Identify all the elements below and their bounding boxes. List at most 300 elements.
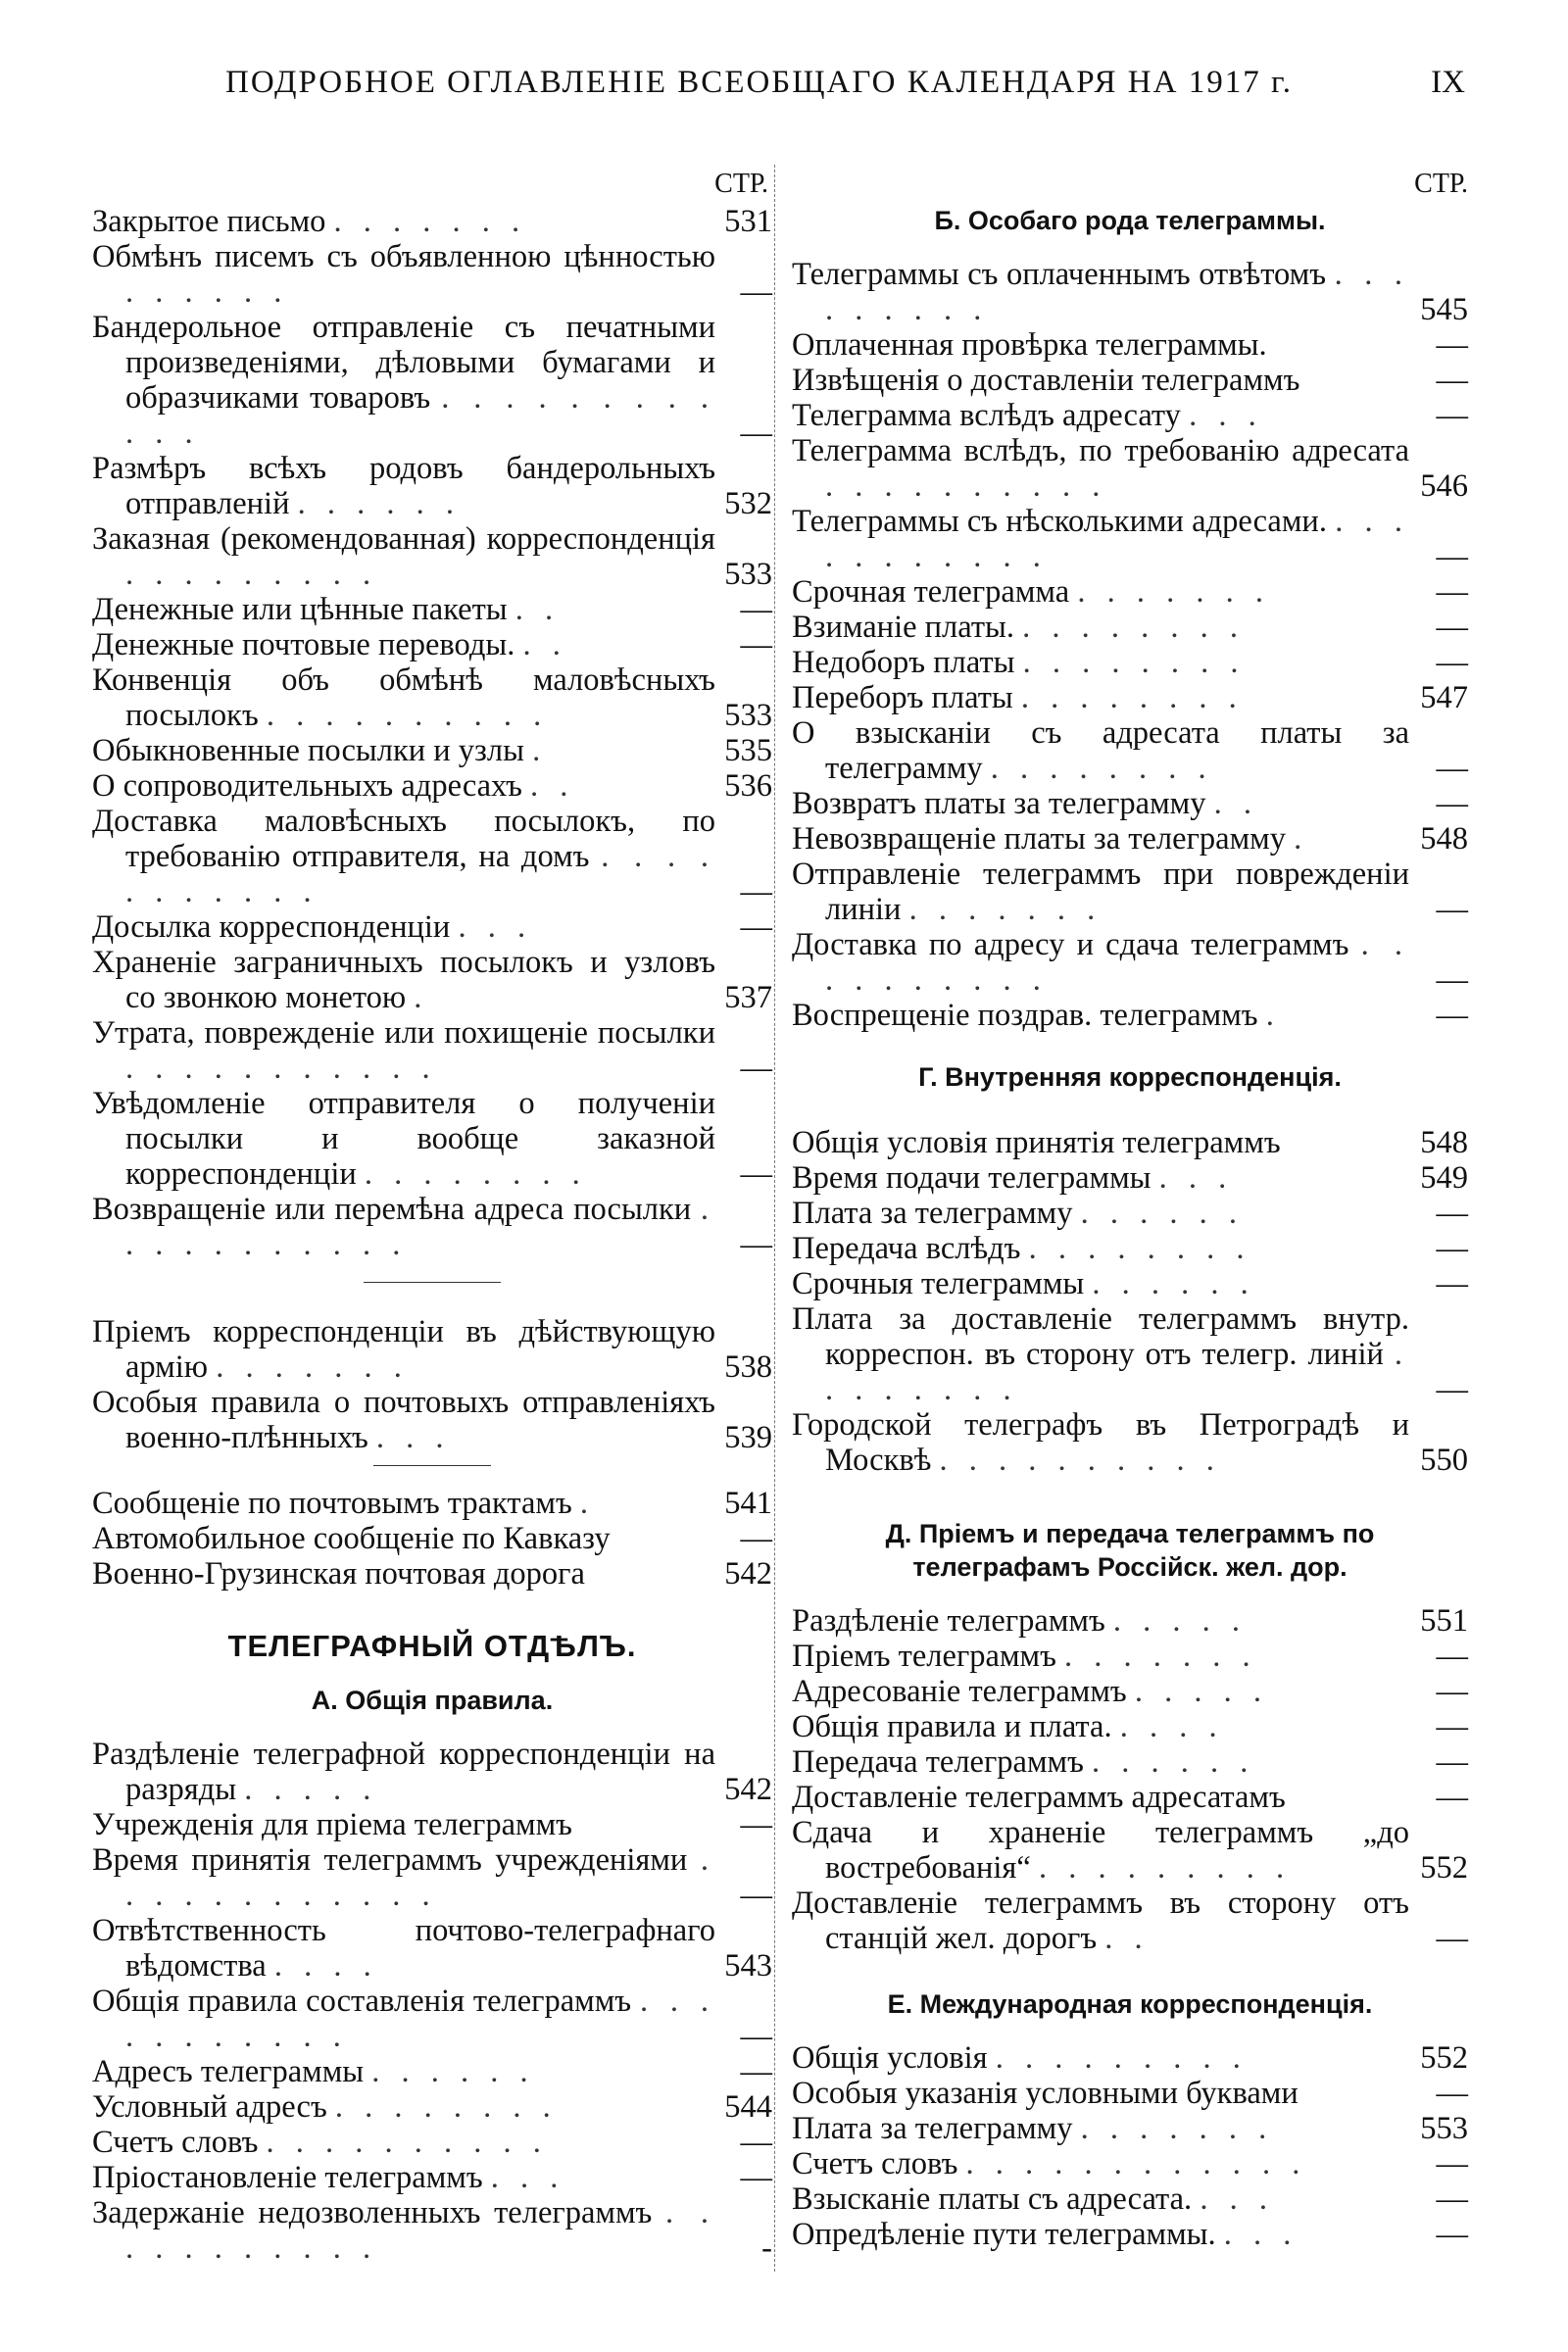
- toc-entry-title: [792, 257, 1409, 327]
- toc-entry: [792, 1407, 1468, 1478]
- toc-entry-page: 553: [1420, 2111, 1468, 2146]
- leader-dots: . . . . . .: [1092, 1266, 1255, 1301]
- toc-entry-text: Опредѣленіе пути телеграммы.: [792, 2217, 1216, 2252]
- toc-entry: [792, 327, 1468, 363]
- toc-entry-page: 552: [1420, 1850, 1468, 1886]
- toc-entry-page: —: [740, 274, 772, 310]
- toc-entry: [92, 945, 772, 1015]
- toc-entry-page: 533: [724, 557, 772, 592]
- toc-entry-page: 548: [1420, 821, 1468, 857]
- leader-dots: . . . . . . . .: [1028, 1231, 1251, 1266]
- toc-entry-text: Невозвращеніе платы за телеграмму: [792, 821, 1286, 857]
- toc-entry-title: [92, 2089, 715, 2125]
- toc-entry-page: —: [1436, 892, 1468, 927]
- toc-entry-text: Взысканіе платы съ адресата.: [792, 2181, 1193, 2217]
- toc-entry-text: Закрытое письмо: [92, 204, 326, 239]
- leader-dots: . . . . . . .: [333, 204, 527, 239]
- toc-entry: [92, 592, 772, 627]
- leader-dots: . . . . . . .: [1077, 574, 1270, 610]
- toc-entry-page: 541: [724, 1486, 772, 1521]
- toc-entry-page: —: [1436, 2076, 1468, 2111]
- toc-entry-title: [92, 1486, 715, 1521]
- toc-entry-text: Телеграмма вслѣдъ, по требованію адресата: [792, 433, 1409, 468]
- leader-dots: . . . . . . . . . .: [825, 468, 1107, 504]
- leader-dots: . . . . . . . . .: [825, 257, 1409, 327]
- toc-entry: [792, 1674, 1468, 1709]
- leader-dots: . . . .: [1119, 1709, 1224, 1744]
- toc-entry-text: Передача вслѣдъ: [792, 1231, 1021, 1266]
- toc-entry-text: Возвращеніе или перемѣна адреса посылки: [92, 1192, 692, 1227]
- leader-dots: . .: [522, 627, 567, 662]
- toc-entry-title: [92, 733, 715, 768]
- toc-entry-title: [92, 1913, 715, 1984]
- toc-entry-title: [92, 2054, 715, 2089]
- toc-entry: [792, 2146, 1468, 2181]
- toc-entry-text: Плата за телеграмму: [792, 1196, 1073, 1231]
- toc-entry-text: Заказная (рекомендованная) корреспонденція: [92, 521, 715, 557]
- toc-list-railway: [792, 1603, 1468, 1956]
- toc-entry-title: [92, 204, 715, 239]
- toc-entry-title: [92, 2160, 715, 2195]
- toc-entry-text: Военно-Грузинская почтовая дорога: [92, 1556, 585, 1592]
- toc-entry-text: Срочная телеграмма: [792, 574, 1070, 610]
- toc-entry: [92, 1521, 772, 1556]
- toc-entry-title: [792, 680, 1409, 715]
- leader-dots: . . . . . . . . . . . .: [125, 380, 716, 451]
- toc-entry: [92, 2054, 772, 2089]
- leader-dots: . . .: [458, 909, 533, 945]
- leader-dots: . . . . . . . .: [825, 1337, 1409, 1407]
- toc-entry-page: —: [1436, 1639, 1468, 1674]
- toc-entry: [792, 1125, 1468, 1160]
- toc-entry-page: -: [761, 2230, 772, 2266]
- toc-entry-text: Возвратъ платы за телеграмму: [792, 786, 1206, 821]
- leader-dots: . . . . . .: [1092, 1744, 1255, 1780]
- toc-list-general-rules: [92, 1737, 772, 2266]
- toc-entry-text: Особыя указанія условными буквами: [792, 2076, 1298, 2111]
- toc-entry-page: 539: [724, 1420, 772, 1455]
- leader-dots: . . . . . . . .: [1022, 645, 1246, 680]
- toc-entry-text: Конвенція объ обмѣнѣ маловѣсныхъ посылокъ: [92, 662, 715, 733]
- toc-entry-title: [92, 1556, 715, 1592]
- toc-entry: [92, 2125, 772, 2160]
- toc-entry-text: Телеграммы съ нѣсколькими адресами.: [792, 504, 1327, 539]
- toc-entry-text: Время подачи телеграммы: [792, 1160, 1152, 1196]
- toc-entry: [92, 2195, 772, 2266]
- leader-dots: . . . . . . . .: [1022, 610, 1246, 645]
- leader-dots: .: [414, 980, 429, 1015]
- toc-entry: [792, 998, 1468, 1033]
- toc-entry-text: Задержаніе недозволенныхъ телеграммъ: [92, 2195, 653, 2230]
- toc-entry-text: Городской телеграфъ въ Петроградѣ и Москвѣ: [792, 1407, 1409, 1478]
- toc-entry-title: [92, 1807, 715, 1842]
- toc-entry-title: [792, 1196, 1409, 1231]
- toc-entry: [92, 451, 772, 521]
- toc-entry: [792, 2217, 1468, 2252]
- toc-entry-page: 538: [724, 1349, 772, 1385]
- leader-dots: . . . . .: [1112, 1603, 1248, 1639]
- toc-entry-text: Сообщеніе по почтовымъ трактамъ: [92, 1486, 572, 1521]
- toc-entry-title: [92, 239, 715, 310]
- toc-entry-title: [92, 1192, 715, 1262]
- leader-dots: .: [579, 1486, 596, 1521]
- toc-entry-page: 551: [1420, 1603, 1468, 1639]
- leader-dots: . . . . . . . . . .: [825, 927, 1409, 998]
- toc-entry-text: Извѣщенія о доставленіи телеграммъ: [792, 363, 1300, 398]
- toc-entry-title: [92, 945, 715, 1015]
- leader-dots: . . . . .: [1134, 1674, 1268, 1709]
- right-column: [792, 165, 1468, 2252]
- toc-entry-title: [792, 645, 1409, 680]
- toc-entry-page: —: [1436, 1674, 1468, 1709]
- toc-list-army: [92, 1314, 772, 1455]
- toc-entry-title: [792, 2217, 1409, 2252]
- toc-entry-title: [92, 521, 715, 592]
- toc-entry-text: Пріемъ телеграммъ: [792, 1639, 1056, 1674]
- toc-entry-page: —: [1436, 786, 1468, 821]
- toc-entry: [792, 433, 1468, 504]
- toc-entry: [92, 662, 772, 733]
- toc-entry-text: Счетъ словъ: [92, 2125, 259, 2160]
- toc-entry-page: —: [1436, 1196, 1468, 1231]
- toc-entry: [792, 1744, 1468, 1780]
- toc-entry-title: [92, 2195, 715, 2266]
- left-column: [92, 165, 772, 2266]
- toc-list-international: [792, 2040, 1468, 2252]
- toc-entry-title: [792, 857, 1409, 927]
- toc-entry: [92, 627, 772, 662]
- toc-entry: [92, 804, 772, 909]
- toc-entry: [92, 521, 772, 592]
- leader-dots: . . . . . . . .: [990, 751, 1213, 786]
- toc-entry-page: 535: [724, 733, 772, 768]
- toc-entry-page: —: [1436, 398, 1468, 433]
- toc-entry-text: Размѣръ всѣхъ родовъ бандерольныхъ отправленій: [92, 451, 715, 521]
- toc-entry: [792, 2181, 1468, 2217]
- toc-entry-title: [792, 1160, 1409, 1196]
- toc-entry: [92, 1486, 772, 1521]
- toc-entry: [792, 1301, 1468, 1407]
- toc-entry-title: [792, 998, 1409, 1033]
- leader-dots: . .: [1104, 1921, 1150, 1956]
- toc-entry: [792, 1196, 1468, 1231]
- toc-entry-text: Обмѣнъ писемъ съ объявленною цѣнностью: [92, 239, 715, 274]
- toc-entry-title: [92, 1015, 715, 1086]
- toc-entry-title: [792, 821, 1409, 857]
- toc-entry-page: —: [1436, 363, 1468, 398]
- toc-entry: [792, 2111, 1468, 2146]
- leader-dots: . . . . . . . . .: [1038, 1850, 1292, 1886]
- toc-entry: [792, 1231, 1468, 1266]
- toc-entry-text: Условный адресъ: [92, 2089, 327, 2125]
- toc-entry: [792, 363, 1468, 398]
- leader-dots: . . .: [375, 1420, 451, 1455]
- leader-dots: . . . . . . .: [1064, 1639, 1257, 1674]
- toc-entry-title: [92, 1521, 715, 1556]
- toc-entry-page: 542: [724, 1556, 772, 1592]
- leader-dots: . .: [514, 592, 561, 627]
- toc-entry-title: [792, 1639, 1409, 1674]
- toc-entry: [792, 257, 1468, 327]
- toc-entry: [92, 909, 772, 945]
- toc-entry: [92, 1807, 772, 1842]
- toc-entry-text: Доставка по адресу и сдача телеграммъ: [792, 927, 1349, 962]
- toc-entry-page: —: [740, 1227, 772, 1262]
- toc-entry-text: О сопроводительныхъ адресахъ: [92, 768, 522, 804]
- toc-entry-page: —: [1436, 1780, 1468, 1815]
- toc-entry-page: 531: [724, 204, 772, 239]
- toc-entry: [92, 1385, 772, 1455]
- toc-entry: [792, 1709, 1468, 1744]
- toc-list-internal: [792, 1125, 1468, 1478]
- section-e-heading: Е. Международная корреспонденція.: [887, 1989, 1373, 2019]
- toc-entry-title: [92, 804, 715, 909]
- toc-entry-text: Общія условія: [792, 2040, 988, 2076]
- leader-dots: . . . . . .: [297, 486, 461, 521]
- toc-entry-text: Увѣдомленіе отправителя о полученіи посылки и вообще заказной корреспонденціи: [92, 1086, 715, 1192]
- toc-entry-page: —: [740, 416, 772, 451]
- toc-entry-text: Переборъ платы: [792, 680, 1013, 715]
- toc-list-postal: [92, 204, 772, 1262]
- toc-entry-text: Общія условія принятія телеграммъ: [792, 1125, 1281, 1160]
- toc-entry-text: Досылка корреспонденціи: [92, 909, 451, 945]
- toc-entry-text: Храненіе заграничныхъ посылокъ и узловъ со звонкою монетою: [92, 945, 715, 1015]
- toc-entry-title: [92, 1737, 715, 1807]
- toc-entry-page: —: [740, 874, 772, 909]
- toc-entry-page: —: [740, 1807, 772, 1842]
- leader-dots: . . . . . . . . . . .: [125, 2195, 716, 2266]
- toc-entry-page: 537: [724, 980, 772, 1015]
- toc-entry-text: Срочныя телеграммы: [792, 1266, 1085, 1301]
- toc-entry-title: [92, 662, 715, 733]
- toc-entry-page: —: [1436, 1372, 1468, 1407]
- toc-entry-text: Передача телеграммъ: [792, 1744, 1084, 1780]
- toc-entry: [792, 857, 1468, 927]
- toc-entry: [792, 1815, 1468, 1886]
- toc-entry-title: [92, 2125, 715, 2160]
- toc-entry-title: [792, 927, 1409, 998]
- toc-entry-title: [792, 1231, 1409, 1266]
- toc-entry-text: Утрата, поврежденіе или похищеніе посылки: [92, 1015, 715, 1051]
- toc-entry-page: 550: [1420, 1443, 1468, 1478]
- toc-entry-text: Общія правила составленія телеграммъ: [92, 1984, 632, 2019]
- toc-entry-text: Раздѣленіе телеграммъ: [792, 1603, 1105, 1639]
- toc-entry-page: —: [1436, 2146, 1468, 2181]
- toc-entry: [92, 1015, 772, 1086]
- toc-entry-text: Общія правила и плата.: [792, 1709, 1112, 1744]
- toc-entry-title: [92, 451, 715, 521]
- telegraph-section-heading: ТЕЛЕГРАФНЫЙ ОТДѢЛЪ.: [227, 1629, 637, 1663]
- toc-entry-text: Доставленіе телеграммъ въ сторону отъ станцій жел. дорогъ: [792, 1886, 1409, 1956]
- toc-entry-page: 532: [724, 486, 772, 521]
- toc-entry-text: Денежные почтовые переводы.: [92, 627, 515, 662]
- toc-entry-page: —: [1436, 2217, 1468, 2252]
- toc-entry-title: [792, 2076, 1409, 2111]
- leader-dots: . . . . . .: [125, 274, 289, 310]
- toc-entry-page: 536: [724, 768, 772, 804]
- leader-dots: . . . . . . .: [216, 1349, 409, 1385]
- leader-dots: . . . . . . . . . . .: [125, 1984, 716, 2054]
- toc-entry-title: [92, 1385, 715, 1455]
- leader-dots: . . . . . . . . . . .: [125, 839, 716, 909]
- leader-dots: .: [1294, 821, 1309, 857]
- toc-entry: [792, 610, 1468, 645]
- toc-entry-title: [792, 786, 1409, 821]
- toc-entry: [92, 1192, 772, 1262]
- toc-entry-title: [792, 1886, 1409, 1956]
- toc-entry-page: —: [740, 1051, 772, 1086]
- leader-dots: . . . . . . .: [1080, 2111, 1274, 2146]
- header-page-number: IX: [1431, 65, 1465, 100]
- toc-entry-text: Адресъ телеграммы: [92, 2054, 365, 2089]
- leader-dots: . . . . . . . . . . .: [825, 504, 1410, 574]
- toc-entry: [92, 1737, 772, 1807]
- toc-entry-text: Плата за телеграмму: [792, 2111, 1073, 2146]
- toc-entry-title: [792, 1709, 1409, 1744]
- leader-dots: . . . . . .: [371, 2054, 535, 2089]
- leader-dots: . . . . . . .: [908, 892, 1102, 927]
- toc-entry-page: —: [740, 627, 772, 662]
- toc-entry-text: Автомобильное сообщеніе по Кавказу: [92, 1521, 611, 1556]
- toc-entry-title: [92, 627, 715, 662]
- toc-entry-text: Доставка маловѣсныхъ посылокъ, по требованію отправителя, на домъ: [92, 804, 715, 874]
- leader-dots: . . .: [1189, 398, 1263, 433]
- toc-entry-text: Сдача и храненіе телеграммъ „до востребованія“: [792, 1815, 1409, 1886]
- leader-dots: . . .: [490, 2160, 565, 2195]
- toc-entry-title: [792, 1674, 1409, 1709]
- toc-entry-page: 548: [1420, 1125, 1468, 1160]
- page-header: [93, 65, 1465, 112]
- toc-entry-text: Пріемъ корреспонденціи въ дѣйствующую армію: [92, 1314, 715, 1385]
- leader-dots: . . . . . . . .: [334, 2089, 558, 2125]
- toc-entry-text: Телеграмма вслѣдъ адресату: [792, 398, 1181, 433]
- toc-entry: [792, 1160, 1468, 1196]
- toc-entry-title: [92, 1086, 715, 1192]
- toc-entry: [792, 680, 1468, 715]
- toc-entry-title: [792, 1407, 1409, 1478]
- leader-dots: . .: [1213, 786, 1258, 821]
- leader-dots: . . . . . .: [1080, 1196, 1244, 1231]
- toc-entry-page: —: [1436, 998, 1468, 1033]
- toc-entry: [92, 1556, 772, 1592]
- page-column-label: СТР.: [1414, 169, 1468, 199]
- toc-entry-title: [92, 768, 715, 804]
- page-column-label: СТР.: [714, 169, 768, 199]
- toc-entry-text: Счетъ словъ: [792, 2146, 958, 2181]
- section-d-heading: Д. Пріемъ и передача телеграммъ по телеграфамъ Россійск. жел. дор.: [885, 1519, 1375, 1582]
- toc-entry-text: Учрежденія для пріема телеграммъ: [92, 1807, 572, 1842]
- toc-entry-page: 533: [724, 698, 772, 733]
- toc-entry: [792, 398, 1468, 433]
- toc-list-special-telegrams: [792, 257, 1468, 1033]
- toc-entry-title: [792, 610, 1409, 645]
- toc-entry: [792, 1266, 1468, 1301]
- toc-entry-text: Обыкновенные посылки и узлы: [92, 733, 524, 768]
- toc-entry-title: [792, 1301, 1409, 1407]
- section-g-heading: Г. Внутренняя корреспонденція.: [918, 1062, 1342, 1092]
- toc-entry-page: —: [1436, 1231, 1468, 1266]
- toc-entry-page: 544: [724, 2089, 772, 2125]
- toc-entry: [92, 1086, 772, 1192]
- leader-dots: . . .: [1158, 1160, 1234, 1196]
- leader-dots: . . .: [1223, 2217, 1298, 2252]
- toc-entry-page: —: [740, 1521, 772, 1556]
- leader-dots: . . . . . . . . . . .: [125, 1192, 716, 1262]
- toc-entry-title: [792, 715, 1409, 786]
- toc-entry-title: [792, 504, 1409, 574]
- toc-entry-page: —: [740, 2160, 772, 2195]
- toc-entry-text: Взиманіе платы.: [792, 610, 1015, 645]
- toc-entry-text: Раздѣленіе телеграфной корреспонденціи на разряды: [92, 1737, 715, 1807]
- toc-entry-title: [92, 592, 715, 627]
- toc-entry-page: —: [1436, 1709, 1468, 1744]
- toc-entry-title: [792, 398, 1409, 433]
- leader-dots: . .: [530, 768, 575, 804]
- toc-entry-page: —: [740, 909, 772, 945]
- toc-entry-title: [92, 310, 715, 451]
- toc-entry: [792, 927, 1468, 998]
- toc-entry-title: [792, 1744, 1409, 1780]
- leader-dots: . . . . . . . . . .: [266, 2125, 548, 2160]
- toc-entry-title: [792, 1815, 1409, 1886]
- toc-entry-page: —: [740, 1156, 772, 1192]
- toc-entry-page: —: [1436, 2181, 1468, 2217]
- toc-entry-text: Особыя правила о почтовыхъ отправленіяхъ военно-плѣнныхъ: [92, 1385, 715, 1455]
- toc-entry: [92, 1842, 772, 1913]
- toc-entry-page: —: [1436, 539, 1468, 574]
- toc-entry-title: [792, 2111, 1409, 2146]
- toc-entry: [92, 768, 772, 804]
- toc-entry: [792, 2076, 1468, 2111]
- leader-dots: . . .: [1200, 2181, 1274, 2217]
- leader-dots: . . . . . . . . . . .: [125, 1051, 437, 1086]
- toc-entry-page: 547: [1420, 680, 1468, 715]
- toc-entry-text: О взысканіи съ адресата платы за телеграмму: [792, 715, 1409, 786]
- header-title: ПОДРОБНОЕ ОГЛАВЛЕНІЕ ВСЕОБЩАГО КАЛЕНДАРЯ НА 1917 г.: [225, 65, 1294, 100]
- toc-entry-text: Отправленіе телеграммъ при поврежденіи линіи: [792, 857, 1409, 927]
- toc-entry-title: [792, 1780, 1409, 1815]
- toc-entry-page: 542: [724, 1772, 772, 1807]
- toc-entry: [92, 204, 772, 239]
- section-b-heading: Б. Особаго рода телеграммы.: [934, 206, 1326, 235]
- leader-dots: . . . . . . . . . . . .: [965, 2146, 1307, 2181]
- toc-entry-text: Плата за доставленіе телеграммъ внутр. корреспон. въ сторону отъ телегр. линій: [792, 1301, 1409, 1372]
- toc-entry: [792, 1603, 1468, 1639]
- toc-entry-page: 552: [1420, 2040, 1468, 2076]
- toc-entry-page: —: [740, 2054, 772, 2089]
- toc-entry: [792, 645, 1468, 680]
- toc-entry: [792, 1886, 1468, 1956]
- leader-dots: . . . . . . . . . .: [939, 1443, 1221, 1478]
- toc-entry-title: [792, 1603, 1409, 1639]
- toc-entry-page: —: [1436, 1266, 1468, 1301]
- toc-entry-page: —: [740, 1878, 772, 1913]
- toc-entry-title: [792, 433, 1409, 504]
- toc-entry-page: —: [1436, 610, 1468, 645]
- toc-entry-text: Отвѣтственность почтово-телеграфнаго вѣдомства: [92, 1913, 715, 1984]
- toc-entry-text: Недоборъ платы: [792, 645, 1015, 680]
- toc-entry-text: Доставленіе телеграммъ адресатамъ: [792, 1780, 1286, 1815]
- toc-entry-page: —: [1436, 962, 1468, 998]
- toc-entry-page: 545: [1420, 292, 1468, 327]
- toc-entry-text: Оплаченная провѣрка телеграммы.: [792, 327, 1267, 363]
- toc-entry: [792, 574, 1468, 610]
- toc-entry-title: [92, 909, 715, 945]
- toc-entry-page: 543: [724, 1948, 772, 1984]
- toc-entry-page: —: [1436, 751, 1468, 786]
- toc-entry: [792, 1780, 1468, 1815]
- toc-entry-title: [92, 1314, 715, 1385]
